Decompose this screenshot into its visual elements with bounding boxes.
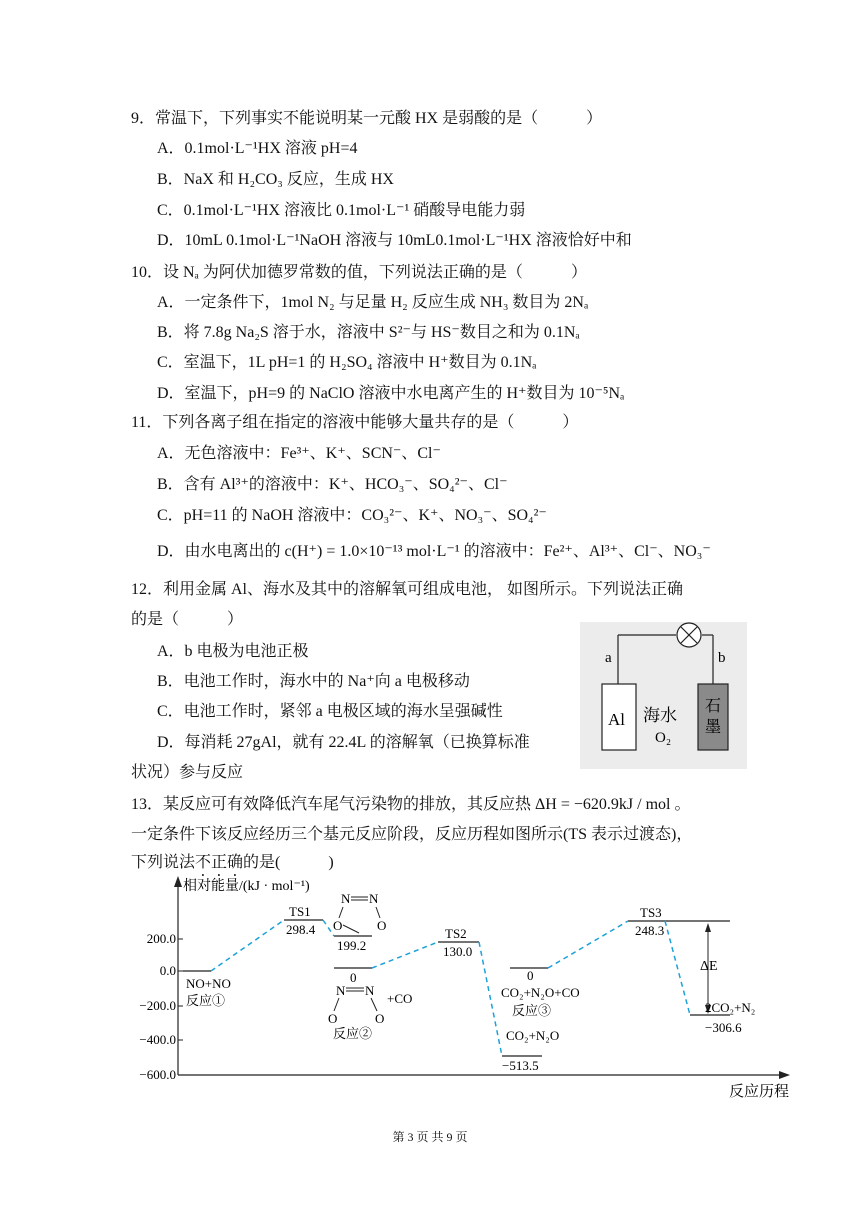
q12-option-a: A．b 电极为电池正极 (157, 643, 309, 660)
chain-molecule-icon (328, 983, 384, 1026)
q12-option-d-line2: 状况）参与反应 (131, 764, 244, 781)
page-footer: 第 3 页 共 9 页 (392, 1130, 468, 1144)
ytick-neg400: −400.0 (139, 1032, 176, 1047)
svg-text:N: N (369, 891, 379, 906)
q10-option-c: C．室温下，1L pH=1 的 H₂SO₄ 溶液中 H⁺数目为 0.1Nₐ (157, 354, 537, 371)
y-ticks (139, 931, 183, 1082)
svg-text:O: O (328, 1011, 338, 1026)
label-plus-co: +CO (387, 991, 413, 1006)
seawater-label: 海水 (643, 706, 677, 725)
battery-cell-figure (580, 622, 747, 769)
al-label: Al (608, 710, 625, 729)
label-reaction-1: 反应① (186, 993, 226, 1008)
q12-stem-line1: 12．利用金属 Al、海水及其中的溶解氧可组成电池， 如图所示。下列说法正确 (131, 581, 684, 598)
q11-option-c: C．pH=11 的 NaOH 溶液中：CO₃²⁻、K⁺、NO₃⁻、SO₄²⁻ (157, 507, 547, 524)
svg-text:O: O (375, 1011, 385, 1026)
svg-text:N: N (341, 891, 351, 906)
label-intermediate-3: CO₂+N₂O+CO (501, 985, 580, 1000)
graphite-label-1: 石 (705, 698, 722, 715)
graphite-electrode (698, 684, 728, 750)
value-ts3: 248.3 (635, 923, 665, 938)
battery-cell-svg (580, 622, 747, 769)
y-axis-label: 相对能量/(kJ · mol⁻¹) (183, 879, 310, 894)
q12-option-d-line1: D．每消耗 27gAl，就有 22.4L 的溶解氧（已换算标准 (157, 734, 530, 751)
label-product-2: CO₂+N₂O (506, 1028, 560, 1043)
q9-option-a: A．0.1mol·L⁻¹HX 溶液 pH=4 (157, 140, 358, 157)
ytick-neg600: −600.0 (139, 1067, 176, 1082)
q9-option-b: B．NaX 和 H₂CO₃ 反应，生成 HX (157, 171, 394, 188)
q10-option-b: B．将 7.8g Na₂S 溶于水，溶液中 S²⁻与 HS⁻数目之和为 0.1Nₐ (157, 324, 580, 341)
delta-e-label: ΔE (700, 959, 718, 974)
o2-label: O₂ (655, 730, 672, 746)
value-intermediate-1: 199.2 (337, 938, 367, 953)
svg-text:N: N (365, 983, 375, 998)
label-reaction-3: 反应③ (512, 1003, 552, 1018)
value-ts1: 298.4 (286, 922, 316, 937)
q9-stem: 9．常温下，下列事实不能说明某一元酸 HX 是弱酸的是（ ） (131, 110, 603, 127)
label-final-product: 2CO₂+N₂ (705, 1000, 756, 1015)
svg-text:N: N (336, 983, 346, 998)
energy-profile-svg (125, 870, 795, 1105)
value-final-product: −306.6 (705, 1020, 742, 1035)
q13-stem-line2: 一定条件下该反应经历三个基元反应阶段，反应历程如图所示(TS 表示过渡态)， (131, 826, 693, 843)
q13-stem-line3: 下列说法不正确的是( ) (131, 854, 334, 871)
electrode-b-label: b (718, 650, 726, 666)
label-reaction-2: 反应② (333, 1026, 373, 1041)
ytick-200: 200.0 (146, 931, 176, 946)
label-ts3: TS3 (640, 905, 662, 920)
x-axis-label: 反应历程 (729, 1084, 790, 1100)
q9-option-d: D．10mL 0.1mol·L⁻¹NaOH 溶液与 10mL0.1mol·L⁻¹HX 溶液恰好中和 (157, 232, 632, 249)
value-intermediate-3: 0 (527, 968, 534, 983)
svg-text:O: O (333, 918, 343, 933)
q10-option-d: D．室温下，pH=9 的 NaClO 溶液中水电离产生的 H⁺数目为 10⁻⁵Nₐ (157, 385, 625, 402)
lamp-icon (677, 623, 701, 647)
label-ts1: TS1 (289, 904, 311, 919)
ring-molecule-icon (333, 891, 386, 933)
q11-option-d: D．由水电离出的 c(H⁺) = 1.0×10⁻¹³ mol·L⁻¹ 的溶液中：Fe²⁺、Al³⁺、Cl⁻、NO₃⁻ (157, 543, 711, 560)
value-product-2: −513.5 (502, 1058, 539, 1073)
q10-stem: 10．设 Nₐ 为阿伏加德罗常数的值，下列说法正确的是（ ） (131, 264, 587, 281)
graphite-label-2: 墨 (705, 719, 722, 736)
ytick-neg200: −200.0 (139, 998, 176, 1013)
q10-option-a: A．一定条件下，1mol N₂ 与足量 H₂ 反应生成 NH₃ 数目为 2Nₐ (157, 294, 589, 311)
svg-text:O: O (377, 918, 387, 933)
q11-option-a: A．无色溶液中：Fe³⁺、K⁺、SCN⁻、Cl⁻ (157, 445, 441, 462)
value-ts2: 130.0 (443, 944, 473, 959)
energy-profile-diagram (125, 870, 795, 1110)
value-intermediate-2: 0 (350, 970, 357, 985)
label-no-no: NO+NO (186, 976, 231, 991)
label-ts2: TS2 (445, 926, 467, 941)
q11-stem: 11．下列各离子组在指定的溶液中能够大量共存的是（ ） (131, 414, 579, 431)
q13-stem-line1: 13．某反应可有效降低汽车尾气污染物的排放，其反应热 ΔH = −620.9kJ / mol 。 (131, 796, 691, 813)
q9-option-c: C．0.1mol·L⁻¹HX 溶液比 0.1mol·L⁻¹ 硝酸导电能力弱 (157, 202, 526, 219)
q12-option-c: C．电池工作时，紧邻 a 电极区域的海水呈强碱性 (157, 703, 503, 720)
q12-option-b: B．电池工作时，海水中的 Na⁺向 a 电极移动 (157, 673, 470, 690)
q11-option-b: B．含有 Al³⁺的溶液中：K⁺、HCO₃⁻、SO₄²⁻、Cl⁻ (157, 476, 508, 493)
q12-stem-line2: 的是（ ） (131, 611, 244, 628)
electrode-a-label: a (605, 650, 612, 666)
ytick-0: 0.0 (159, 963, 176, 978)
